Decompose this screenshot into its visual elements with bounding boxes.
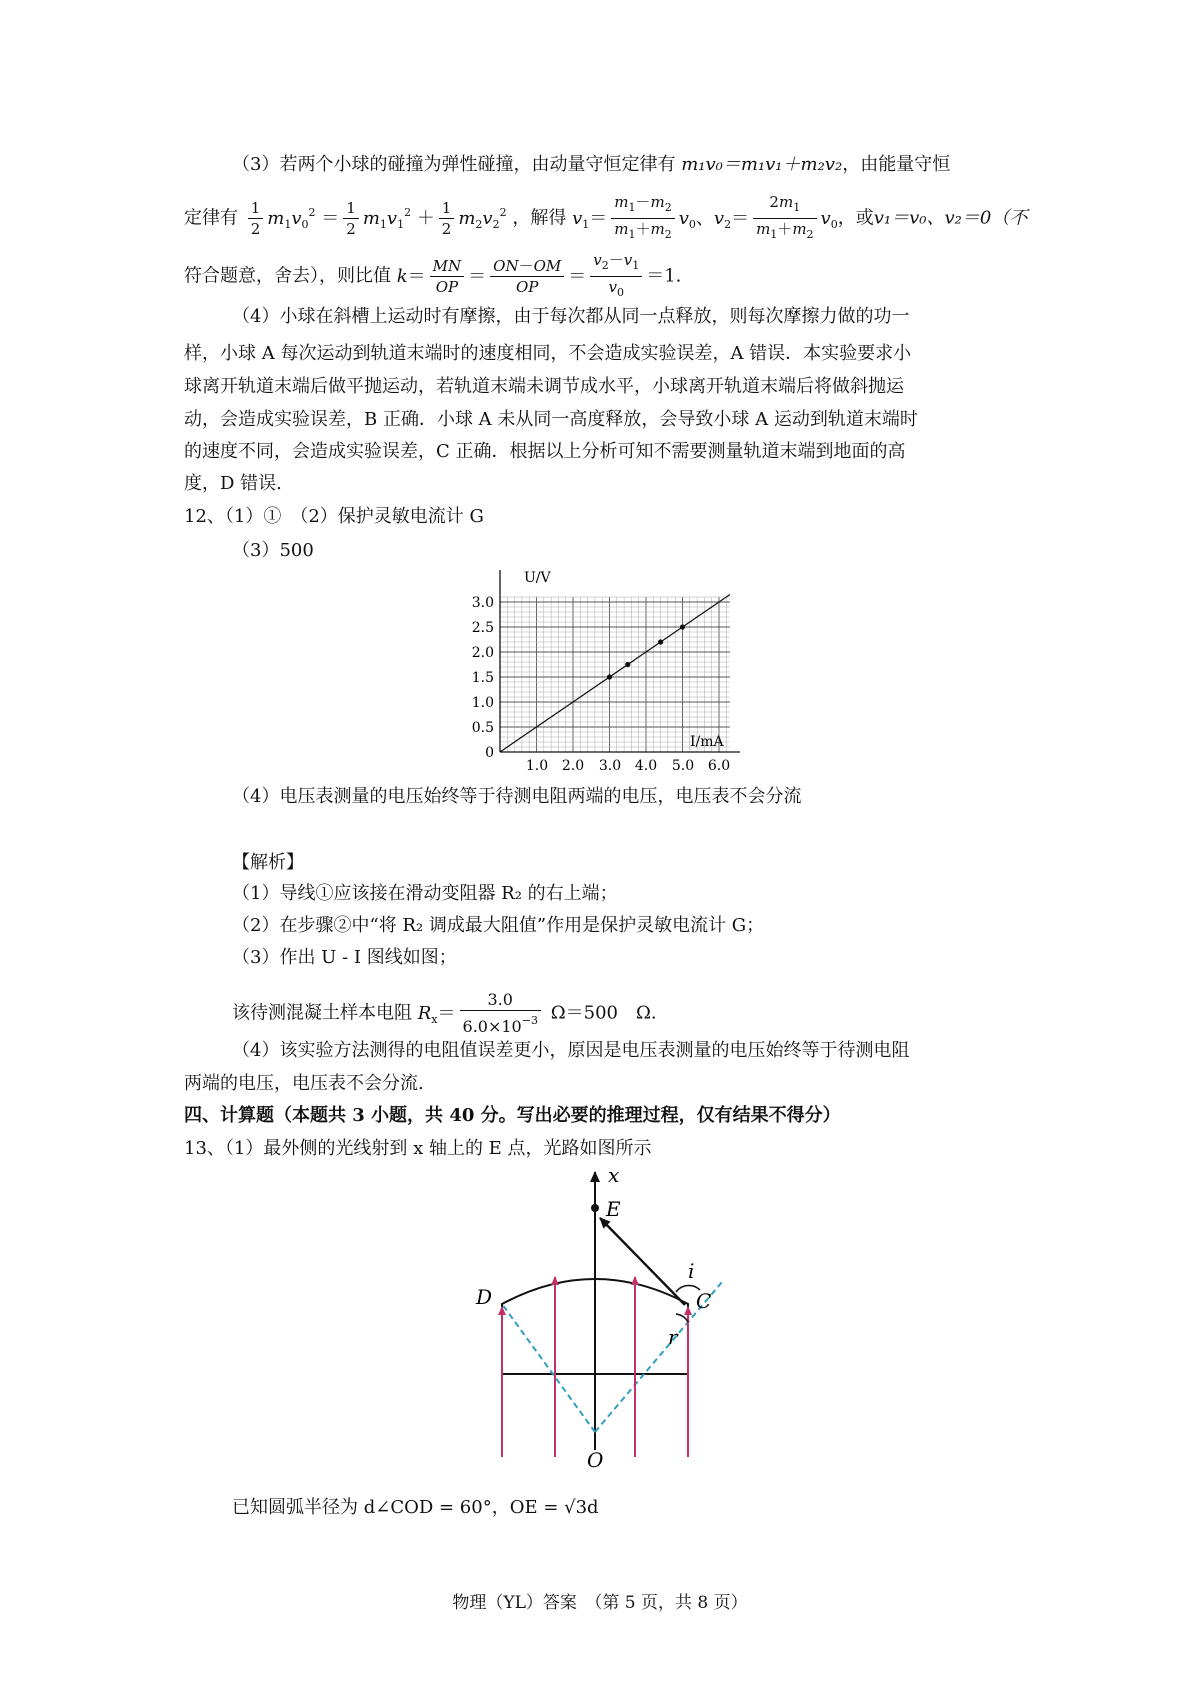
fit-line bbox=[500, 595, 730, 753]
p4-line3: 球离开轨道末端后做平抛运动，若轨道末端未调节成水平，小球离开轨道末端后将做斜抛运 bbox=[184, 376, 904, 397]
optics-diagram bbox=[470, 1162, 740, 1472]
label-x: x bbox=[608, 1163, 620, 1187]
refracted-ray bbox=[600, 1218, 685, 1305]
x-axis-label: I/mA bbox=[690, 734, 724, 750]
jiexi-s1: （1）导线①应该接在滑动变阻器 R₂ 的右上端； bbox=[232, 883, 618, 904]
jiexi-s2: （2）在步骤②中“将 R₂ 调成最大阻值”作用是保护灵敏电流计 G； bbox=[232, 915, 765, 936]
momentum-equation: m₁v₀＝m₁v₁＋m₂v₂ bbox=[681, 154, 843, 175]
q13-known: 已知圆弧半径为 d∠COD = 60°，OE = √3d bbox=[232, 1497, 599, 1518]
jiexi-s3: （3）作出 U - I 图线如图； bbox=[232, 947, 457, 968]
solution-v2: $v_2=$ $\frac{2m_1}{m_1+m_2}$ $v_0$ bbox=[713, 193, 838, 241]
angle-r-arc bbox=[676, 1314, 688, 1322]
x-tick-2.0: 2.0 bbox=[561, 758, 585, 774]
solution-v1: $v_1=$ $\frac{m_1-m_2}{m_1+m_2}$ $v_0$、 bbox=[572, 193, 714, 241]
data-point bbox=[625, 662, 630, 667]
q12-line4: （4）电压表测量的电压始终等于待测电阻两端的电压，电压表不会分流 bbox=[232, 786, 802, 807]
ratio-formula: k＝ $\frac{MN}{OP}$ ＝ $\frac{ON-OM}{OP}$ ＝ $\frac{v_2-v_1}{v_0}$ bbox=[397, 266, 647, 287]
p4-line1: （4）小球在斜槽上运动时有摩擦，由于每次都从同一点释放，则每次摩擦力做的功一 bbox=[232, 306, 910, 327]
y-tick-2.0: 2.0 bbox=[471, 645, 494, 661]
data-point bbox=[658, 639, 663, 644]
label-c: C bbox=[696, 1289, 712, 1313]
page-footer: 物理（YL）答案 （第 5 页，共 8 页） bbox=[452, 1593, 748, 1613]
jiexi-heading: 【解析】 bbox=[232, 852, 304, 873]
data-point bbox=[680, 624, 685, 629]
q12-line1: 12、（1）① （2）保护灵敏电流计 G bbox=[184, 506, 484, 527]
data-point bbox=[607, 674, 612, 679]
point-e bbox=[591, 1204, 599, 1212]
y-tick-3.0: 3.0 bbox=[471, 595, 494, 611]
jiexi-s6: 两端的电压，电压表不会分流. bbox=[184, 1073, 424, 1094]
y-axis-label: U/V bbox=[524, 570, 551, 586]
p3-line1: （3）若两个小球的碰撞为弹性碰撞，由动量守恒定律有 m₁v₀＝m₁v₁＋m₂v₂，由能量守恒 bbox=[232, 154, 951, 175]
q13-line1: 13、（1）最外侧的光线射到 x 轴上的 E 点，光路如图所示 bbox=[184, 1138, 652, 1159]
section4-heading: 四、计算题（本题共 3 小题，共 40 分。写出必要的推理过程，仅有结果不得分） bbox=[184, 1105, 841, 1126]
y-tick-0.5: 0.5 bbox=[471, 720, 494, 736]
y-tick-1.0: 1.0 bbox=[471, 695, 494, 711]
x-tick-1.0: 1.0 bbox=[525, 758, 549, 774]
x-tick-4.0: 4.0 bbox=[634, 758, 658, 774]
radius-od bbox=[502, 1304, 595, 1432]
y-tick-0: 0 bbox=[485, 745, 494, 761]
y-tick-1.5: 1.5 bbox=[471, 670, 494, 686]
label-o: O bbox=[587, 1448, 604, 1472]
label-i: i bbox=[688, 1259, 695, 1283]
p4-line2: 样，小球 A 每次运动到轨道末端时的速度相同，不会造成实验误差，A 错误．本实验要求小 bbox=[184, 343, 912, 364]
jiexi-s4: 该待测混凝土样本电阻 $R_x=$ $\frac{3.0}{6.0\times 10^{-3}}$ Ω＝500 Ω. bbox=[232, 990, 657, 1036]
y-tick-2.5: 2.5 bbox=[471, 620, 494, 636]
resistance-formula: $R_x=$ $\frac{3.0}{6.0\times 10^{-3}}$ bbox=[418, 1003, 545, 1024]
p4-line4: 动，会造成实验误差，B 正确．小球 A 未从同一高度释放，会导致小球 A 运动到轨道末端时 bbox=[184, 409, 918, 430]
label-r: r bbox=[668, 1325, 678, 1349]
x-tick-6.0: 6.0 bbox=[707, 758, 731, 774]
p3-line2: 定律有 $\frac{1}{2}$ $m_1v_0^2$ ＝ $\frac{1}{2}$ $m_1v_1^2$ ＋ $\frac{1}{2}$ $m_2v_2^2$ ，解得 $v_1=$ $\frac{m_1-m_2}{m_1+m_2}$ $v_0$、$v_2=$ $\frac{2m_1}{m_1+m_2}$ $v_0$，或v₁＝v₀、v₂＝0（不 bbox=[184, 193, 1028, 241]
jiexi-s5: （4）该实验方法测得的电阻值误差更小，原因是电压表测量的电压始终等于待测电阻 bbox=[232, 1040, 910, 1061]
ui-chart bbox=[470, 568, 760, 778]
x-tick-3.0: 3.0 bbox=[598, 758, 622, 774]
p4-line6: 度，D 错误. bbox=[184, 473, 282, 494]
label-d: D bbox=[476, 1285, 493, 1309]
x-tick-5.0: 5.0 bbox=[671, 758, 695, 774]
p4-line5: 的速度不同，会造成实验误差，C 正确．根据以上分析可知不需要测量轨道末端到地面的高 bbox=[184, 441, 906, 462]
q12-line2: （3）500 bbox=[232, 540, 314, 561]
energy-equation: $\frac{1}{2}$ $m_1v_0^2$ ＝ $\frac{1}{2}$ $m_1v_1^2$ ＋ $\frac{1}{2}$ $m_2v_2^2$ bbox=[244, 208, 513, 229]
p3-line3: 符合题意，舍去），则比值 k＝ $\frac{MN}{OP}$ ＝ $\frac{ON-OM}{OP}$ ＝ $\frac{v_2-v_1}{v_0}$ ＝1. bbox=[184, 251, 682, 299]
label-e: E bbox=[606, 1197, 621, 1221]
